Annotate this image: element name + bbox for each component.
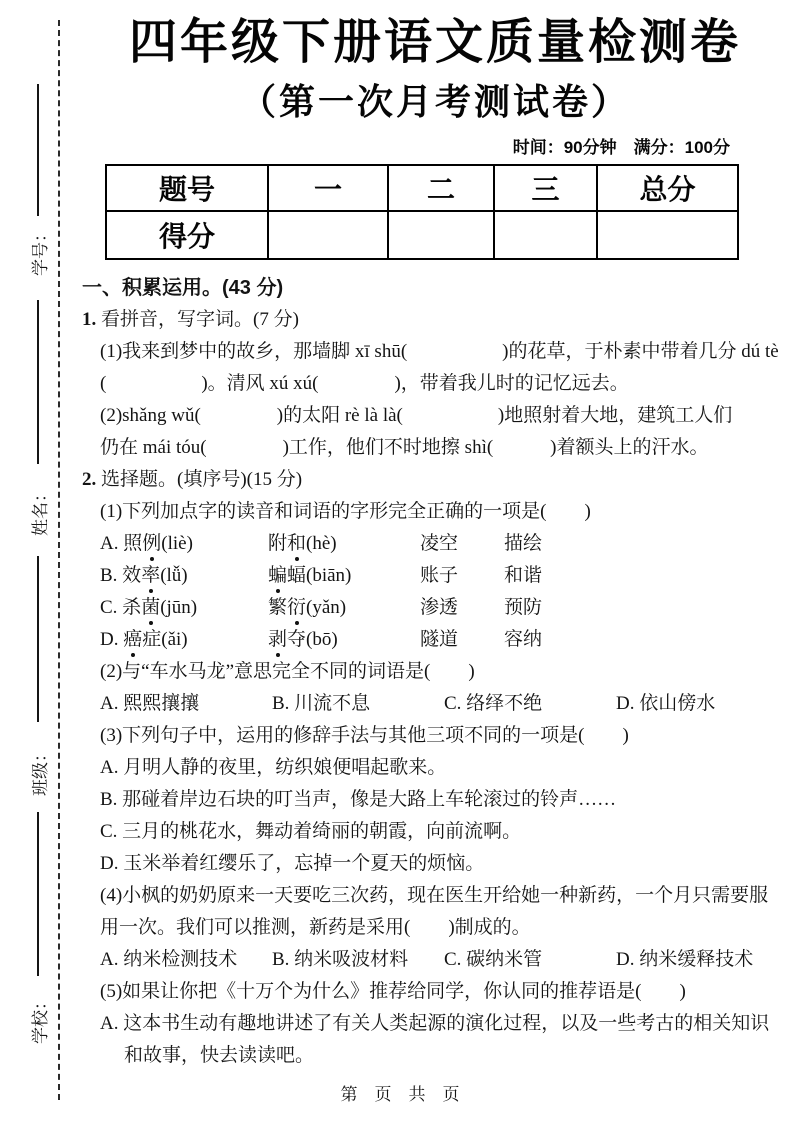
page-footer: 第 页 共 页 [340, 1085, 460, 1104]
student-id-label-text: 学号： [30, 224, 50, 276]
dotted-char: 率 [141, 560, 160, 592]
q2-1-option-row-b [82, 560, 790, 592]
option-item: D. 纳米缓释技术 [616, 949, 754, 970]
option-item: D. 癌症(ǎi) [100, 624, 268, 656]
q1-part1-line2: ( )。清风 xú xú( )，带着我儿时的记忆远去。 [100, 373, 629, 394]
q2-3-option-b: B. 那碰着岸边石块的叮当声，像是大路上车轮滚过的铃声…… [100, 789, 617, 810]
score-row-label: 得分 [106, 211, 268, 259]
option-item: 预防 [504, 597, 543, 618]
score-cell [494, 211, 597, 259]
class-label-text: 班级： [30, 744, 50, 796]
option-item: 渗透 [420, 597, 459, 618]
score-header-total: 总分 [597, 165, 738, 211]
option-item: 附和(hè) [268, 528, 420, 560]
score-cell [268, 211, 388, 259]
q2-4-stem-line2: 用一次。我们可以推测，新药是采用( )制成的。 [100, 917, 531, 938]
score-cell [388, 211, 494, 259]
q2-5-option-a-line2: 和故事，快去读读吧。 [124, 1045, 315, 1066]
question2-number: 2. [82, 469, 97, 490]
option-item: D. 依山傍水 [616, 693, 716, 714]
option-item: C. 杀菌(jūn) [100, 592, 268, 624]
student-id-write-line [37, 84, 39, 216]
page-title: 四年级下册语文质量检测卷 [128, 16, 741, 69]
q1-part2-line1: (2)shǎng wǔ( )的太阳 rè là là( )地照射着大地，建筑工人们 [100, 405, 733, 426]
exam-content [80, 0, 790, 1072]
option-item: B. 效率(lǚ) [100, 560, 268, 592]
dotted-char: 剥 [268, 624, 287, 656]
q2-3-stem: (3)下列句子中，运用的修辞手法与其他三项不同的一项是( ) [100, 725, 629, 746]
option-item: 容纳 [504, 629, 543, 650]
q2-2-stem: (2)与“车水马龙”意思完全不同的词语是( ) [100, 661, 475, 682]
option-item: B. 纳米吸波材料 [272, 949, 409, 970]
name-write-line [37, 300, 39, 464]
score-header-three: 三 [494, 165, 597, 211]
option-item: 凌空 [420, 533, 459, 554]
q1-part2-line2: 仍在 mái tóu( )工作，他们不时地擦 shì( )着额头上的汗水。 [100, 437, 709, 458]
dotted-char: 和 [287, 528, 306, 560]
score-table-header-row [106, 165, 738, 211]
option-item: C. 络绎不绝 [444, 693, 543, 714]
q2-4-option-row [82, 944, 790, 976]
option-item: 和谐 [504, 565, 543, 586]
student-id-label [8, 220, 68, 280]
option-item: B. 川流不息 [272, 693, 371, 714]
option-item: 剥夺(bō) [268, 624, 420, 656]
dotted-char: 例 [142, 528, 161, 560]
option-item: A. 纳米检测技术 [100, 949, 238, 970]
q2-1-stem: (1)下列加点字的读音和词语的字形完全正确的一项是( ) [100, 501, 591, 522]
option-item: 账子 [420, 565, 459, 586]
option-item: C. 碳纳米管 [444, 949, 543, 970]
option-item: 描绘 [504, 533, 543, 554]
score-header-one: 一 [268, 165, 388, 211]
question1-number: 1. [82, 309, 97, 330]
q2-5-option-a-line1: A. 这本书生动有趣地讲述了有关人类起源的演化过程，以及一些考古的相关知识 [100, 1013, 770, 1034]
question2-heading [82, 464, 790, 496]
option-item: A. 照例(liè) [100, 528, 268, 560]
option-item: 隧道 [420, 629, 459, 650]
name-label-text: 姓名： [30, 484, 50, 536]
score-table [105, 164, 739, 260]
school-label [8, 988, 68, 1048]
q2-3-option-d: D. 玉米举着红缨乐了，忘掉一个夏天的烦恼。 [100, 853, 485, 874]
class-label [8, 740, 68, 800]
q2-5-stem: (5)如果让你把《十万个为什么》推荐给同学，你认同的推荐语是( ) [100, 981, 686, 1002]
q2-2-option-row [82, 688, 790, 720]
question1-heading [82, 304, 790, 336]
exam-meta: 时间：90分钟 满分：100分 [512, 138, 730, 157]
score-table-score-row [106, 211, 738, 259]
option-item: 繁衍(yǎn) [268, 592, 420, 624]
question2-title: 选择题。(填序号)(15 分) [101, 469, 303, 490]
school-write-line [37, 812, 39, 976]
class-write-line [37, 556, 39, 722]
name-label [8, 480, 68, 540]
dotted-char: 癌 [123, 624, 142, 656]
q2-1-option-row-d [82, 624, 790, 656]
page-subtitle: （第一次月考测试卷） [239, 81, 630, 122]
dotted-char: 菌 [141, 592, 160, 624]
q1-part1-line1: (1)我来到梦中的故乡，那墙脚 xī shū( )的花草，于朴素中带着几分 dú tè [100, 341, 779, 362]
question-body [82, 272, 790, 1072]
dotted-char: 衍 [287, 592, 306, 624]
q2-3-option-c: C. 三月的桃花水，舞动着绮丽的朝霞，向前流啊。 [100, 821, 522, 842]
q2-1-option-row-c [82, 592, 790, 624]
q2-3-option-a: A. 月明人静的夜里，纺织娘便唱起歌来。 [100, 757, 447, 778]
seal-dashed-line [58, 20, 60, 1100]
option-item: 蝙蝠(biān) [268, 560, 420, 592]
option-item: A. 熙熙攘攘 [100, 693, 200, 714]
q2-1-option-row-a [82, 528, 790, 560]
school-label-text: 学校： [30, 992, 50, 1044]
question1-title: 看拼音，写字词。(7 分) [101, 309, 299, 330]
dotted-char: 蝙 [268, 560, 287, 592]
q2-4-stem-line1: (4)小枫的奶奶原来一天要吃三次药，现在医生开给她一种新药，一个月只需要服 [100, 885, 769, 906]
score-cell [597, 211, 738, 259]
score-header-two: 二 [388, 165, 494, 211]
score-header-timu: 题号 [106, 165, 268, 211]
section1-heading: 一、积累运用。(43 分) [82, 277, 284, 299]
